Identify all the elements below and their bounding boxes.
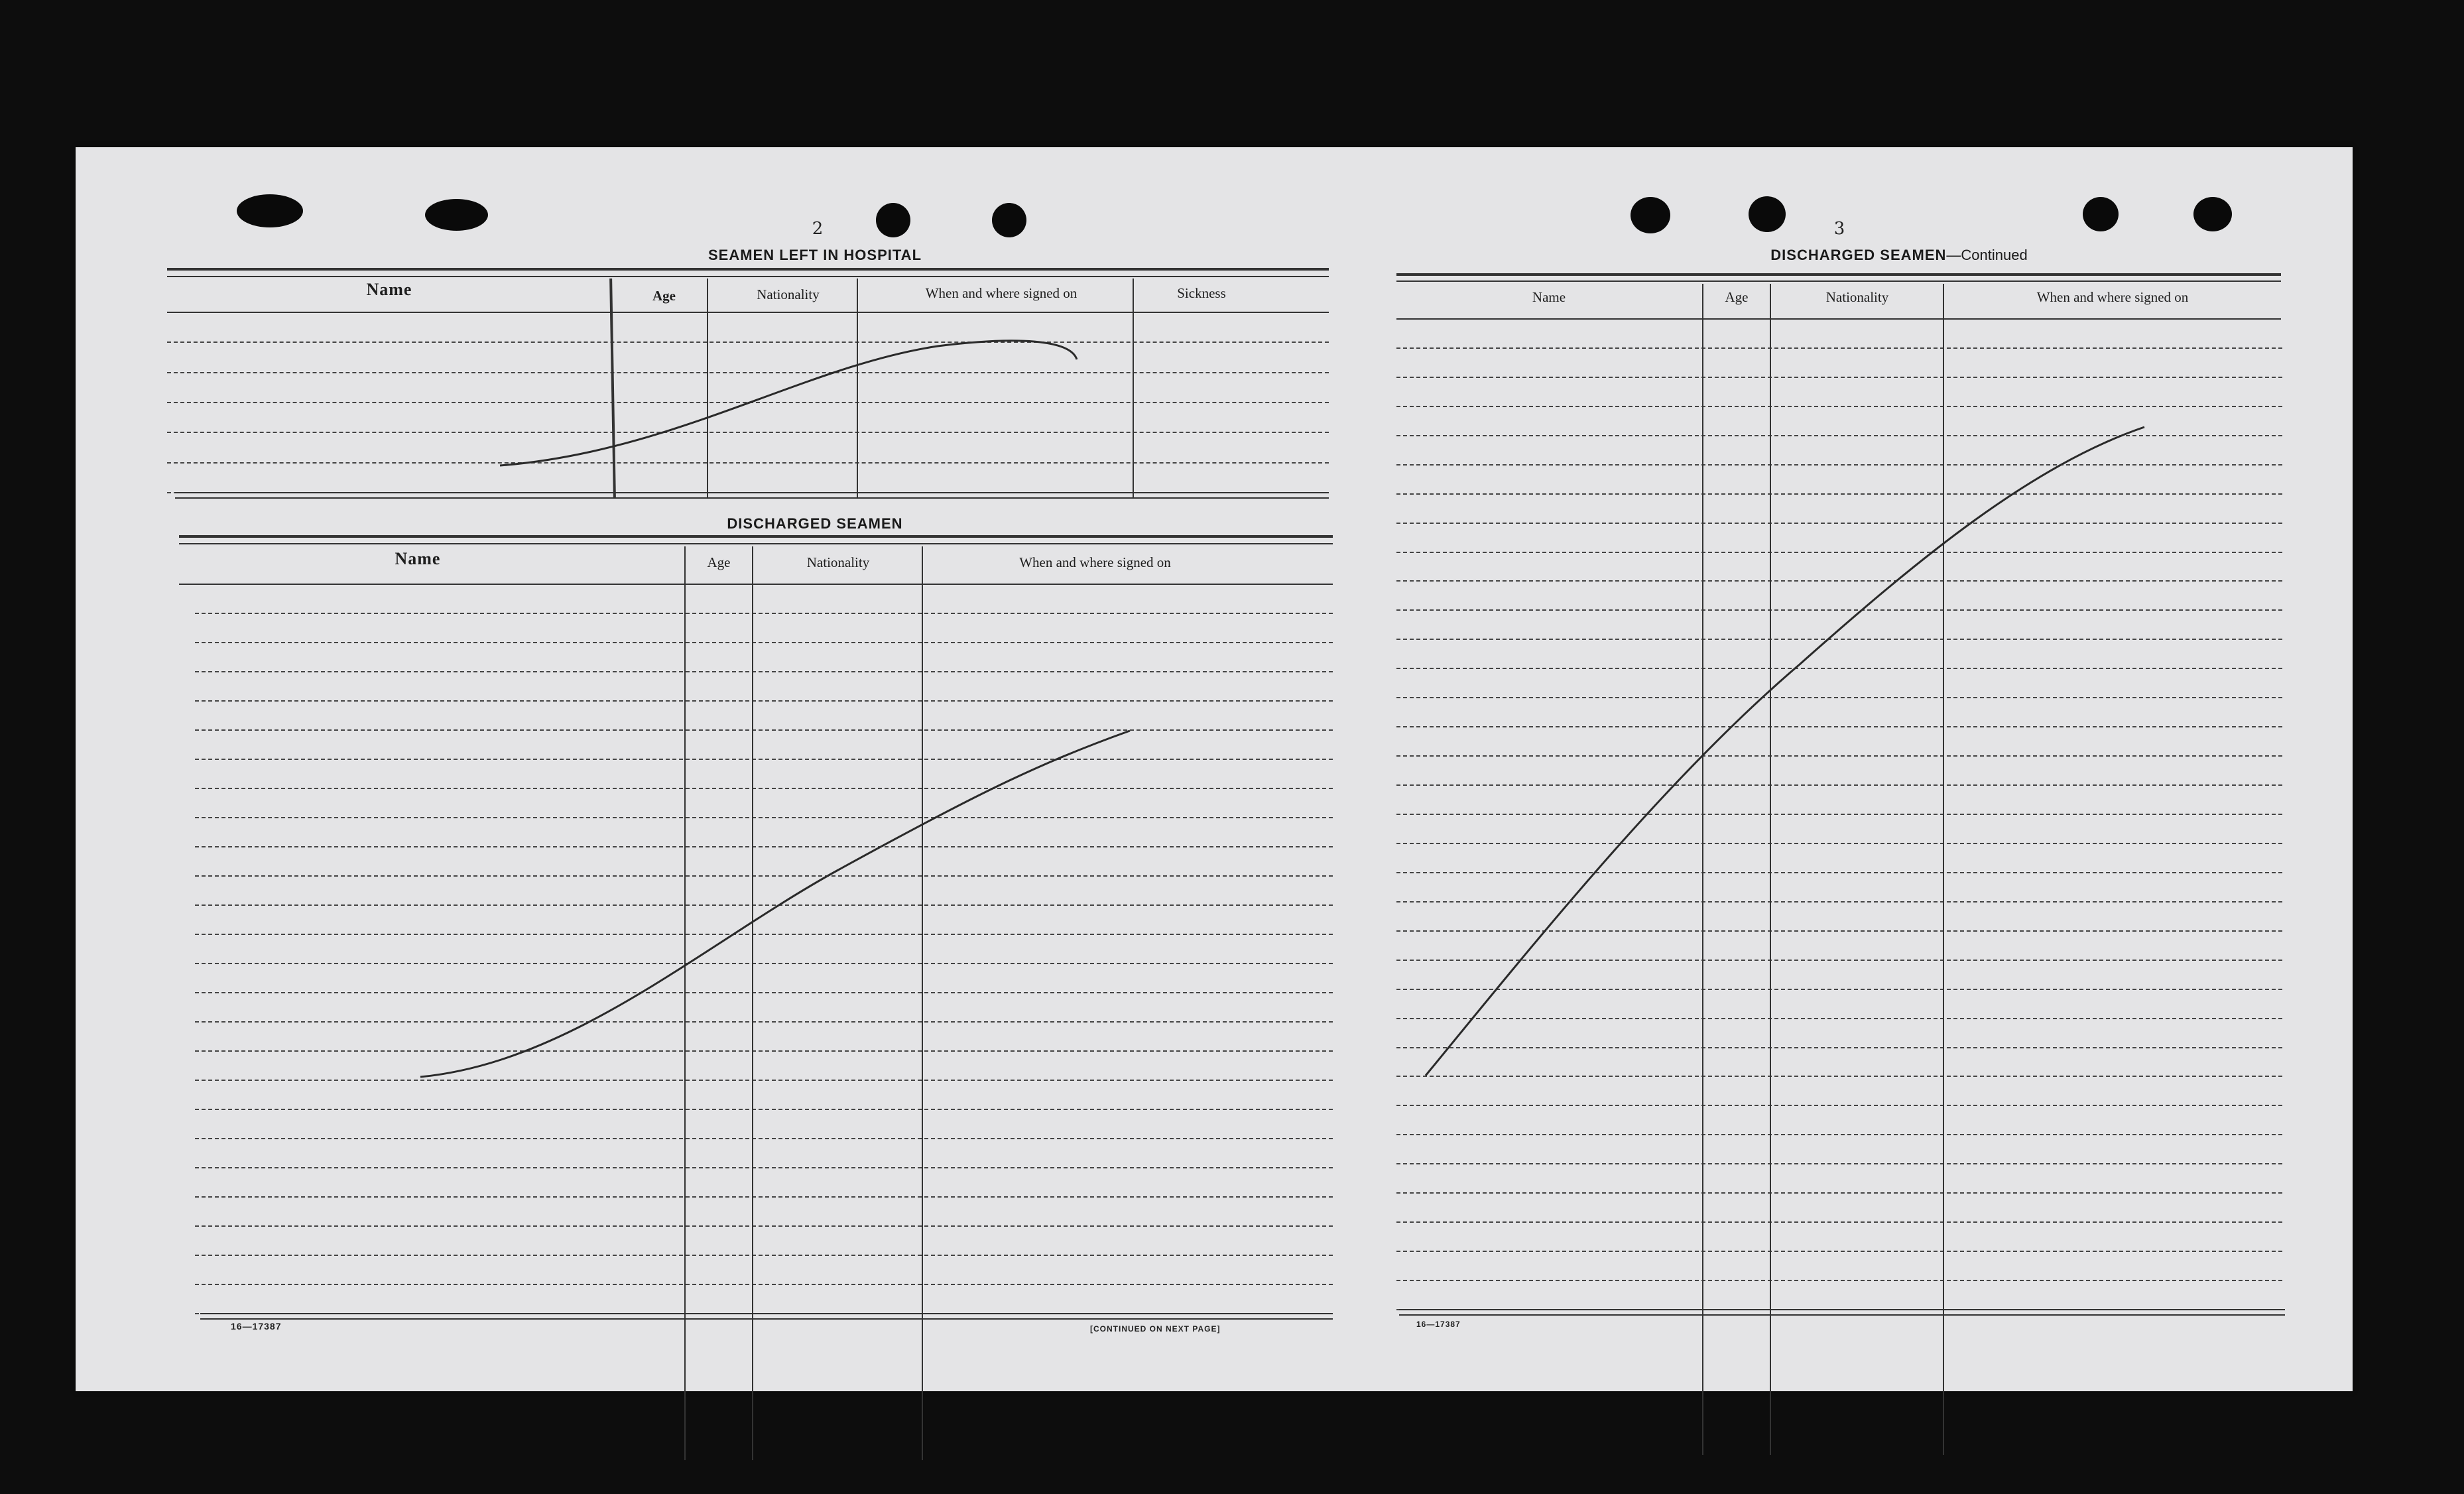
form-number-right: 16—17387 [1416,1320,1461,1329]
discharged-col-age: Age [707,554,731,570]
discharged-divider [684,546,686,1460]
ruled-row-line [1396,1163,2282,1164]
right-col-signed-on: When and where signed on [2036,289,2189,305]
right-title-main: DISCHARGED SEAMEN [1770,247,1947,263]
hospital-section-title: SEAMEN LEFT IN HOSPITAL [708,247,922,263]
hospital-col-sickness: Sickness [1177,285,1226,301]
ruled-row-line [1396,609,2282,611]
ruled-row-line [195,1255,1333,1256]
ruled-row-line [1396,784,2282,786]
ruled-row-line [1396,989,2282,990]
discharged-section-title: DISCHARGED SEAMEN [727,515,903,532]
ruled-row-line [195,729,1333,731]
ruled-row-line [1396,960,2282,961]
ruled-row-line [1396,755,2282,757]
hospital-divider [857,279,858,497]
ruled-row-line [195,875,1333,877]
ruled-row-line [195,613,1333,614]
right-col-age: Age [1725,289,1749,305]
cancellation-strokes [76,147,2353,1391]
ruled-row-line [195,759,1333,760]
discharged-col-name: Name [395,549,441,568]
ruled-row-line [1396,814,2282,815]
hospital-col-signed-on: When and where signed on [925,285,1078,301]
ruled-row-line [195,1109,1333,1110]
discharged-header-rule [179,584,1333,585]
ruled-row-line [195,642,1333,643]
ruled-row-line [195,1225,1333,1227]
ruled-row-line [1396,435,2282,436]
ruled-row-line [195,846,1333,847]
ruled-row-line [1396,697,2282,698]
form-number-left: 16—17387 [231,1321,282,1332]
right-top-rule [1396,273,2281,276]
ruled-row-line [1396,523,2282,524]
right-divider [1943,284,1944,1455]
ruled-row-line [1396,1221,2282,1223]
discharged-bottom-rule [200,1313,1333,1314]
punch-hole [992,203,1026,237]
hospital-top-rule-2 [167,276,1329,277]
discharged-top-rule-2 [179,543,1333,544]
discharged-cancel-stroke [420,731,1130,1077]
punch-hole [2083,197,2119,231]
right-divider [1702,284,1703,1455]
ruled-row-line [1396,1192,2282,1194]
ruled-row-line [1396,1251,2282,1252]
page-number-left: 2 [812,219,824,239]
ruled-row-line [1396,580,2282,582]
hospital-col-name: Name [366,280,412,299]
ruled-row-line [1396,843,2282,844]
right-divider [1770,284,1771,1455]
punch-hole [237,194,303,227]
ruled-row-line [1396,493,2282,495]
ruled-row-line [1396,464,2282,466]
discharged-divider [922,546,923,1460]
right-cancel-stroke [1426,427,2144,1076]
punch-hole [876,203,910,237]
ruled-row-line [195,817,1333,818]
ruled-row-line [1396,1105,2282,1106]
ruled-row-line [167,432,1329,433]
right-col-nationality: Nationality [1825,289,1889,305]
ruled-row-line [1396,930,2282,932]
ruled-row-line [195,671,1333,672]
ruled-row-line [195,700,1333,702]
ruled-row-line [1396,668,2282,669]
ruled-row-line [195,1196,1333,1198]
discharged-top-rule [179,535,1333,538]
ruled-row-line [1396,872,2282,873]
right-bottom-rule-2 [1399,1314,2285,1316]
discharged-col-signed-on: When and where signed on [1019,554,1171,570]
ruled-row-line [195,963,1333,964]
right-header-rule [1396,318,2281,320]
punch-hole [1631,197,1670,233]
ruled-row-line [1396,377,2282,378]
ruled-row-line [1396,347,2282,349]
ruled-row-line [167,342,1329,343]
hospital-bottom-rule-2 [175,497,1329,499]
punch-hole [1749,196,1786,232]
hospital-top-rule [167,268,1329,271]
right-bottom-rule [1399,1309,2285,1310]
hospital-col-nationality: Nationality [757,286,820,302]
hospital-col-age: Age [652,288,676,304]
ledger-sheet [76,147,2353,1391]
ruled-row-line [195,904,1333,906]
right-col-name: Name [1532,289,1566,305]
ruled-row-line [1396,1280,2282,1281]
ruled-row-line [167,402,1329,403]
ruled-row-line [195,1167,1333,1168]
ruled-row-line [1396,639,2282,640]
hospital-divider [1133,279,1134,497]
hospital-header-rule [167,312,1329,313]
right-title-suffix: —Continued [1946,247,2028,263]
ruled-row-line [1396,552,2282,553]
ruled-row-line [195,934,1333,935]
right-top-rule-2 [1396,280,2281,282]
ruled-row-line [167,462,1329,464]
ruled-row-line [167,372,1329,373]
punch-hole [2193,197,2232,231]
ruled-row-line [195,1050,1333,1052]
right-section-title [1534,247,2264,264]
ruled-row-line [195,788,1333,789]
page-number-right: 3 [1833,219,1845,239]
discharged-bottom-rule-2 [200,1318,1333,1320]
ruled-row-line [195,1284,1333,1285]
ruled-row-line [1396,1134,2282,1135]
discharged-col-nationality: Nationality [806,554,870,570]
ruled-row-line [1396,406,2282,407]
ruled-row-line [195,1080,1333,1081]
punch-hole [425,199,488,231]
ruled-row-line [1396,1076,2282,1077]
discharged-divider [752,546,753,1460]
ruled-row-line [195,1138,1333,1139]
ruled-row-line [1396,1047,2282,1048]
hospital-bottom-rule [175,492,1329,493]
ruled-row-line [195,992,1333,993]
ruled-row-line [1396,901,2282,903]
ruled-row-line [195,1021,1333,1023]
ruled-row-line [1396,1018,2282,1019]
continued-note: [CONTINUED ON NEXT PAGE] [1090,1324,1221,1334]
hospital-divider [707,279,708,497]
ruled-row-line [1396,726,2282,727]
